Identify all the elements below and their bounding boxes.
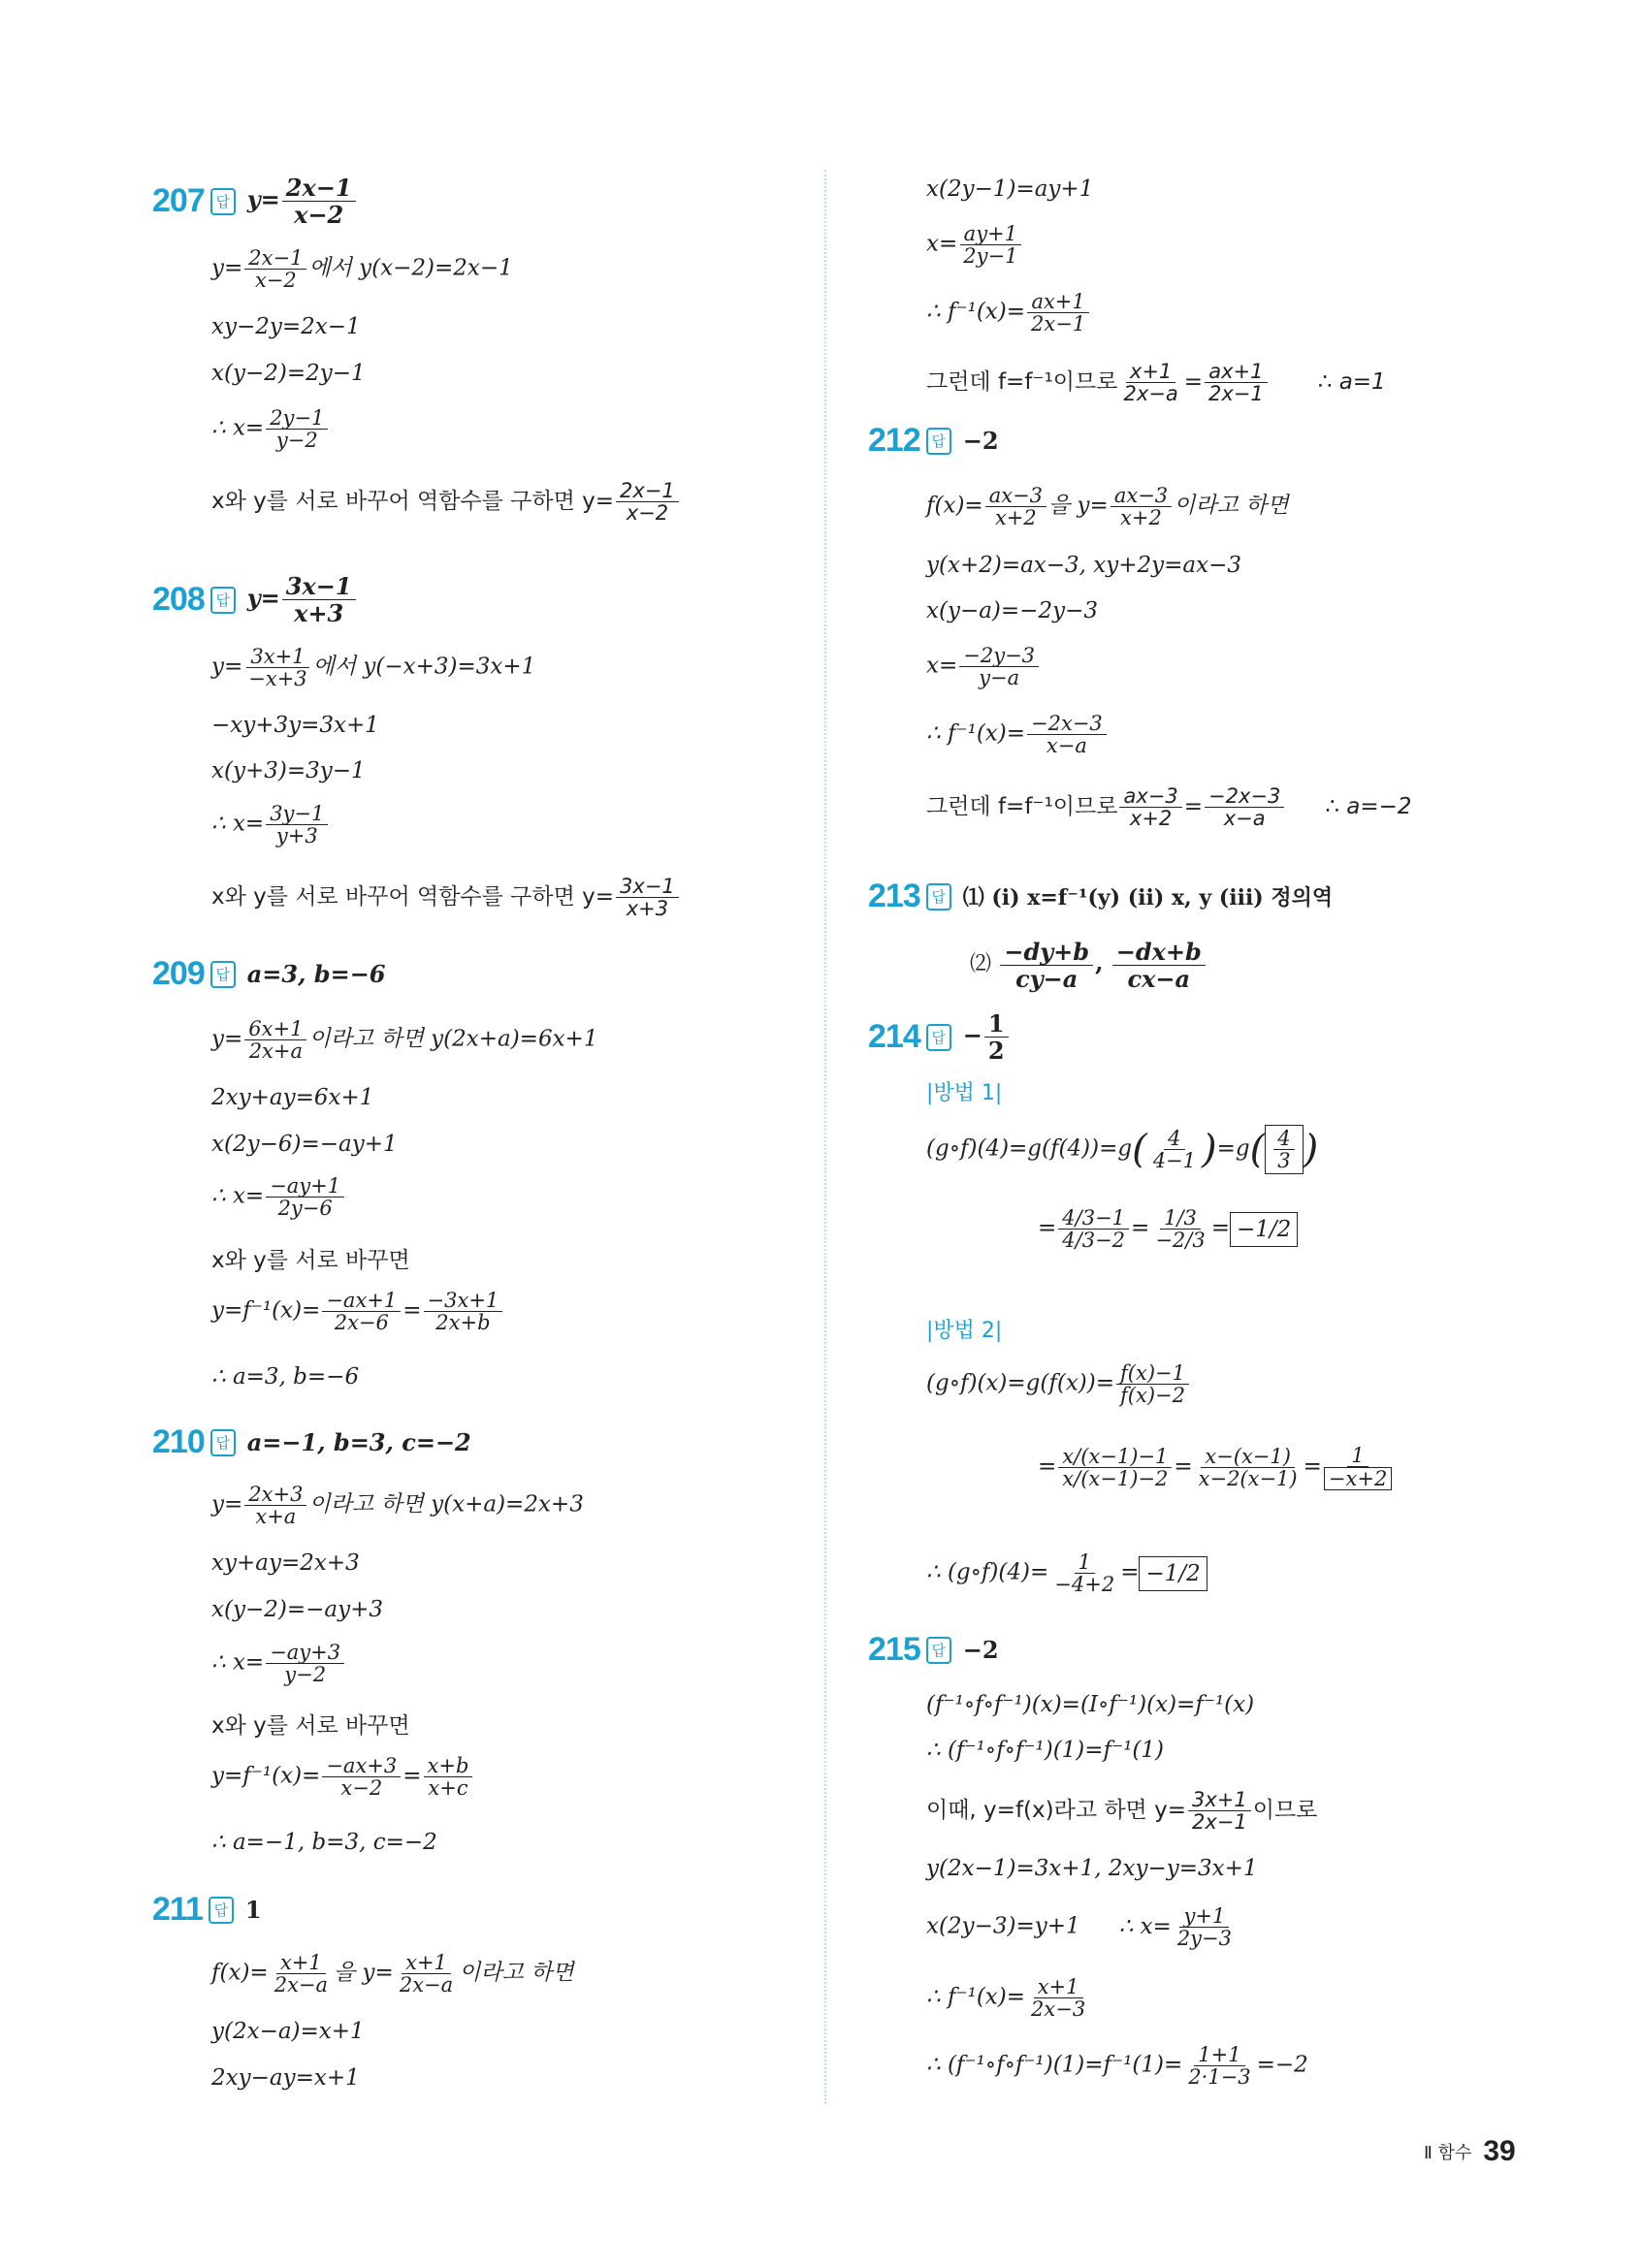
problem-211-header: [152, 1891, 262, 1929]
problem-210-header: [152, 1423, 471, 1461]
answer-badge: 답: [210, 188, 236, 215]
problem-212-header: [868, 422, 999, 460]
answer: 1: [244, 1896, 262, 1924]
solution-line: −xy+3y=3x+1: [211, 713, 379, 738]
solution-line: (g∘f)(x)=g(f(x))= $\frac{f(x)-1}{f(x)-2}$: [926, 1362, 1191, 1406]
solution-line: x와 y를 서로 바꾸면: [211, 1248, 410, 1273]
solution-line: ∴ x= $\frac{2y-1}{y-2}$: [211, 407, 330, 451]
solution-line: y= $\frac{6x+1}{2x+a}$ 이라고 하면 y(2x+a)=6x+1: [211, 1017, 598, 1063]
problem-number: 208: [152, 581, 205, 618]
solution-line: x와 y를 서로 바꾸면: [211, 1713, 410, 1739]
method-1-label: |방법 1|: [926, 1081, 1003, 1105]
answer: − $\frac{1}{2}$: [963, 1010, 1011, 1064]
answer-badge: 답: [926, 883, 951, 910]
answer-badge: 답: [926, 1024, 951, 1051]
answer-badge: 답: [210, 1429, 236, 1456]
answer: a=3, b=−6: [246, 960, 386, 988]
solution-line: y(x+2)=ax−3, xy+2y=ax−3: [926, 553, 1242, 578]
answer: a=−1, b=3, c=−2: [246, 1428, 471, 1456]
answer: −2: [962, 1636, 999, 1664]
problem-number: 210: [152, 1423, 205, 1460]
solution-line: x(2y−1)=ay+1: [926, 176, 1094, 202]
solution-line: (f⁻¹∘f∘f⁻¹)(x)=(I∘f⁻¹)(x)=f⁻¹(x): [926, 1692, 1255, 1717]
solution-line: 이때, y=f(x)라고 하면 y= $\frac{3x+1}{2x-1}$ 이므로: [926, 1788, 1318, 1834]
solution-line: x(y−a)=−2y−3: [926, 598, 1098, 623]
answer-badge: 답: [210, 961, 236, 988]
solution-line: f(x)= $\frac{ax-3}{x+2}$ 을 y= $\frac{ax-3}{x+2}$ 이라고 하면: [926, 484, 1289, 529]
problem-number: 212: [868, 422, 920, 459]
problem-215-header: [868, 1631, 999, 1669]
problem-214-header: [868, 1010, 1011, 1064]
solution-line: f(x)= $\frac{x+1}{2x-a}$ 을 y= $\frac{x+1}{2x-a}$ 이라고 하면: [211, 1951, 574, 1996]
solution-line: x(y−2)=−ay+3: [211, 1597, 383, 1622]
section-label: Ⅱ 함수: [1424, 2143, 1472, 2163]
answer-badge: 답: [209, 1897, 234, 1924]
problem-213-header: [868, 878, 1333, 915]
solution-line: y=f⁻¹(x)= $\frac{-ax+1}{2x-6}$ = $\frac{-3x+1}{2x+b}$: [211, 1290, 504, 1333]
method-2-label: |방법 2|: [926, 1319, 1003, 1343]
page-number: 39: [1483, 2135, 1516, 2167]
solution-line: ∴ a=−1, b=3, c=−2: [211, 1830, 437, 1855]
problem-number: 211: [152, 1891, 203, 1928]
problem-number: 215: [868, 1631, 920, 1668]
solution-line: ∴ x= $\frac{-ay+3}{y-2}$: [211, 1642, 346, 1685]
answer-badge: 답: [926, 1637, 951, 1664]
solution-line: x= $\frac{ay+1}{2y-1}$: [926, 223, 1023, 267]
solution-line: ∴ (f⁻¹∘f∘f⁻¹)(1)=f⁻¹(1)= $\frac{1+1}{2\cdot 1-3}$ =−2: [926, 2043, 1308, 2089]
problem-number: 214: [868, 1018, 920, 1055]
answer-part2: ⑵ $\frac{-dy+b}{cy-a}$ , $\frac{-dx+b}{cx-a}$: [970, 936, 1207, 992]
problem-number: 213: [868, 878, 920, 914]
answer: y= $\frac{2x-1}{x-2}$: [247, 175, 358, 228]
solution-line: x(y+3)=3y−1: [211, 758, 366, 783]
solution-line: ∴ (f⁻¹∘f∘f⁻¹)(1)=f⁻¹(1): [926, 1738, 1165, 1763]
solution-line: = $\frac{4/3-1}{4/3-2}$ = $\frac{1/3}{-2/3}$ = −1/2: [1038, 1207, 1298, 1251]
answer: ⑴ (ⅰ) x=f⁻¹(y) (ⅱ) x, y (ⅲ) 정의역: [962, 885, 1334, 910]
solution-line: 2xy−ay=x+1: [211, 2065, 360, 2091]
solution-line: ∴ (g∘f)(4)= $\frac{1}{-4+2}$ = −1/2: [926, 1551, 1207, 1595]
solution-line: y= $\frac{2x+3}{x+a}$ 이라고 하면 y(x+a)=2x+3: [211, 1483, 584, 1528]
solution-line: x(2y−6)=−ay+1: [211, 1132, 398, 1157]
answer: −2: [962, 427, 999, 455]
problem-number: 207: [152, 182, 205, 219]
problem-number: 209: [152, 955, 205, 992]
solution-line: ∴ a=3, b=−6: [211, 1364, 360, 1390]
solution-line: y=f⁻¹(x)= $\frac{-ax+3}{x-2}$ = $\frac{x+b}{x+c}$: [211, 1755, 474, 1799]
solution-line: = $\frac{x/(x-1)-1}{x/(x-1)-2}$ = $\frac{x-(x-1)}{x-2(x-1)}$ = $\frac{1}{-x+2}$: [1038, 1445, 1394, 1490]
page-footer: [1424, 2135, 1516, 2168]
problem-207-header: [152, 175, 358, 228]
solution-line: 2xy+ay=6x+1: [211, 1085, 374, 1110]
solution-line: 그런데 f=f⁻¹이므로 $\frac{x+1}{2x-a}$ = $\frac{ax+1}{2x-1}$ ∴ a=1: [926, 360, 1386, 405]
solution-line: x(2y−3)=y+1 ∴ x= $\frac{y+1}{2y-3}$: [926, 1904, 1232, 1950]
solution-line: y= $\frac{3x+1}{-x+3}$ 에서 y(−x+3)=3x+1: [211, 645, 536, 690]
problem-209-header: [152, 955, 386, 993]
solution-line: ∴ f⁻¹(x)= $\frac{ax+1}{2x-1}$: [926, 291, 1091, 335]
solution-line: (g∘f)(4)=g(f(4))=g( $\frac{4}{4-1}$ )=g( $\frac{4}{3}$ ): [926, 1127, 1319, 1172]
solution-line: ∴ x= $\frac{3y-1}{y+3}$: [211, 803, 330, 847]
solution-line: x와 y를 서로 바꾸어 역함수를 구하면 y= $\frac{3x-1}{x+3}$: [211, 876, 681, 919]
solution-line: xy+ay=2x+3: [211, 1550, 360, 1576]
solution-line: xy−2y=2x−1: [211, 314, 361, 339]
solution-line: y= $\frac{2x-1}{x-2}$ 에서 y(x−2)=2x−1: [211, 246, 513, 292]
answer-badge: 답: [210, 587, 236, 614]
solution-line: x(y−2)=2y−1: [211, 361, 366, 386]
solution-line: x와 y를 서로 바꾸어 역함수를 구하면 y= $\frac{2x-1}{x-2}$: [211, 480, 681, 524]
solution-line: ∴ f⁻¹(x)= $\frac{-2x-3}{x-a}$: [926, 713, 1109, 756]
answer: y= $\frac{3x-1}{x+3}$: [247, 573, 358, 626]
solution-line: ∴ f⁻¹(x)= $\frac{x+1}{2x-3}$: [926, 1975, 1086, 2021]
solution-line: x= $\frac{-2y-3}{y-a}$: [926, 645, 1041, 688]
answer-badge: 답: [926, 428, 951, 455]
problem-208-header: [152, 573, 358, 626]
column-divider: [824, 170, 826, 2104]
solution-line: y(2x−a)=x+1: [211, 2019, 365, 2044]
solution-line: y(2x−1)=3x+1, 2xy−y=3x+1: [926, 1856, 1258, 1881]
solution-line: ∴ x= $\frac{-ay+1}{2y-6}$: [211, 1175, 346, 1219]
solution-line: 그런데 f=f⁻¹이므로 $\frac{ax-3}{x+2}$ = $\frac{-2x-3}{x-a}$ ∴ a=−2: [926, 784, 1412, 830]
